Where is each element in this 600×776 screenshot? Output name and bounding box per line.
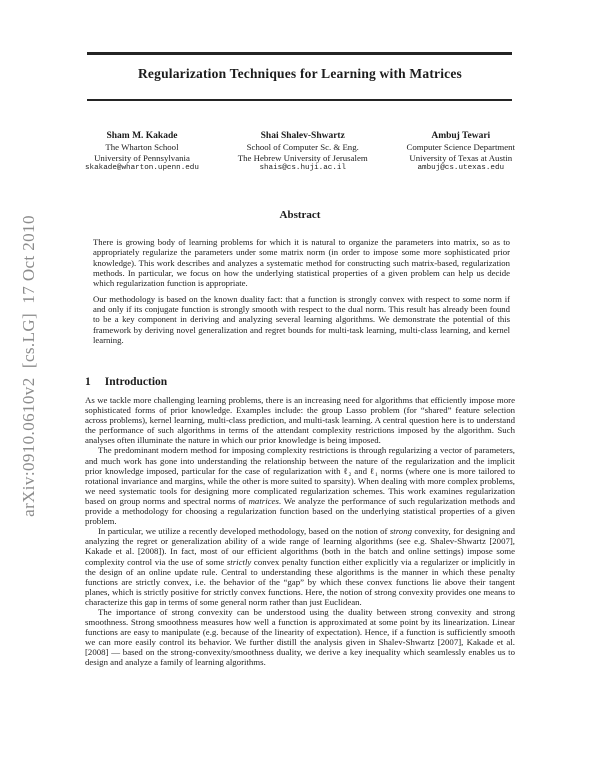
body-paragraph: The importance of strong convexity can be understood using the duality between strong convexity and strong smoothness. Strong smoothness measures how well a function is approximated at some point by its linearization. Linear functions are easy to manipulate (e.g. because of the linearity of expectation). Hence, if a function is sufficiently smooth we can more easily control its behavior. We further distill the analysis given in Shalev-Shwartz [2007], Kakade et al. [2008] — based on the strong-convexity/smoothness duality, we derive a key inequality which seamlessly enables us to design and analyze a family of learning algorithms. (85, 606, 515, 668)
author-email: ambuj@cs.utexas.edu (417, 164, 505, 172)
title-rule-bottom (87, 99, 512, 101)
author-kakade (85, 131, 199, 174)
author-shalev-shwartz (238, 131, 368, 174)
abstract-paragraph: Our methodology is based on the known duality fact: that a function is strongly convex with respect to some norm if and only if its conjugate function is strongly smooth with respect to the dual norm. This result has already been found to be a key component in deriving and analyzing several learning algorithms. We demonstrate the potential of this framework by deriving novel generalization and regret bounds for multi-task learning, multi-class learning, and kernel learning. (93, 293, 510, 346)
author-block (85, 131, 515, 174)
abstract-heading: Abstract (279, 209, 321, 221)
author-name: Ambuj Tewari (431, 131, 491, 141)
author-name: Shai Shalev-Shwartz (260, 131, 345, 141)
author-affiliation-line: School of Computer Sc. & Eng. (246, 142, 359, 152)
author-affiliation-line: The Hebrew University of Jerusalem (237, 152, 368, 163)
body-paragraph: In particular, we utilize a recently developed methodology, based on the notion of strong convexity, for designing and analyzing the regret or generalization ability of a wide range of learning algorithms (see e.g. Shalev-Shwartz [2007], Kakade et al. [2008]). In fact, most of our efficient algorithms (both in the batch and online settings) impose some complexity control via the use of some strictly convex penalty function either explicitly via a regularizer or implicitly in the design of an online update rule. Central to understanding these algorithms is the manner in which these penalty functions are strictly convex, i.e. the behavior of the “gap” by which these convex functions lie above their tangent planes, which is strictly positive for strictly convex functions. Here, the notion of strong convexity provides one means to characterize this gap in terms of some general norm rather than just Euclidean. (85, 526, 516, 607)
paper-title: Regularization Techniques for Learning with Matrices (137, 66, 463, 81)
author-email: shais@cs.huji.ac.il (259, 164, 347, 172)
author-affiliation-line: University of Pennsylvania (94, 152, 190, 163)
title-rule-top (87, 52, 512, 55)
author-affiliation-line: The Wharton School (105, 142, 179, 152)
introduction-body (85, 395, 515, 668)
section-number: 1 (85, 376, 91, 388)
abstract-paragraph: There is growing body of learning problems for which it is natural to organize the parameters into matrix, so as to appropriately regularize the parameters under some matrix norm (in order to impose some more sophisticated prior knowledge). This work describes and analyzes a systematic method for constructing such matrix-based, regularization methods. In particular, we focus on how the underlying statistical properties of a given problem can help us decide which regularization function is appropriate. (93, 237, 510, 289)
author-tewari (407, 131, 515, 174)
section-title: Introduction (104, 376, 168, 388)
author-email: skakade@wharton.upenn.edu (85, 164, 199, 172)
author-name: Sham M. Kakade (106, 131, 178, 141)
body-paragraph: The predominant modern method for imposing complexity restrictions is through regularizing a vector of parameters, and much work has gone into understanding the relationship between the nature of the regularization and the implicit prior knowledge imposed, particular for the case of regularization with ℓ₂ and ℓ₁ norms (where one is more tailored to rotational invariance and margins, while the other is more suited to sparsity). When dealing with more complex problems, we need systematic tools for designing more complicated regularization schemes. This work examines regularization based on group norms and spectral norms of matrices. We analyze the performance of such regularization methods and provide a methodology for choosing a regularization function based on the underlying statistical properties of a given problem. (85, 445, 515, 527)
abstract-body (93, 237, 510, 350)
author-affiliation-line: University of Texas at Austin (409, 152, 513, 163)
author-affiliation-line: Computer Science Department (406, 142, 515, 152)
body-paragraph: As we tackle more challenging learning problems, there is an increasing need for algorithms that efficiently impose more sophisticated forms of prior knowledge. Examples include: the group Lasso problem (for “shared” feature selection across problems), kernel learning, multi-class prediction, and multi-task learning. A central question here is to understand the performance of such algorithms in terms of the attendant complexity restrictions imposed by the algorithm. Such analyses often illuminate the nature in which our prior knowledge is being imposed. (85, 395, 515, 446)
section-heading (85, 376, 167, 388)
arxiv-watermark: arXiv:0910.0610v2 [cs.LG] 17 Oct 2010 (19, 215, 38, 517)
